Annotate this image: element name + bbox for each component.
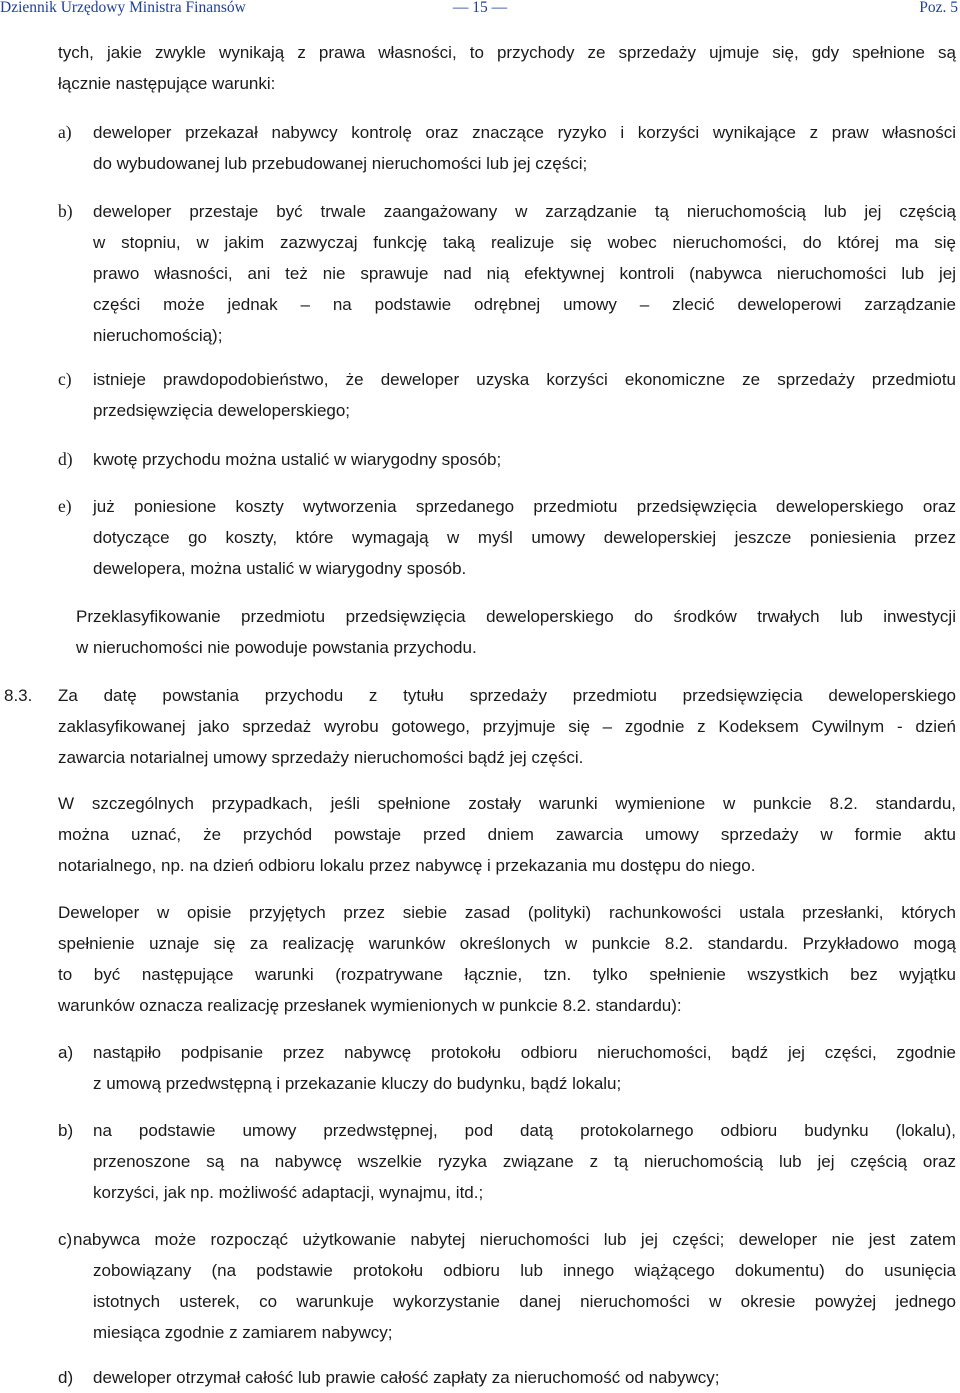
reclassification-paragraph — [76, 601, 956, 663]
condition-e — [93, 491, 956, 584]
text-line: nabywca może rozpocząć użytkowanie nabytej nieruchomości lub jej części; deweloper nie jest zatem — [73, 1230, 956, 1249]
list-label: d) — [58, 1368, 74, 1387]
section-number: 8.3. — [4, 686, 33, 705]
condition-d — [93, 444, 956, 475]
text-line: z umową przedwstępną i przekazanie kluczy do budynku, bądź lokalu; — [93, 1074, 622, 1093]
intro-paragraph — [58, 37, 956, 99]
text-line: deweloper przekazał nabywcy kontrolę oraz znaczące ryzyko i korzyści wynikające z praw własności — [93, 123, 956, 142]
page-header — [0, 0, 960, 16]
text-line: Za datę powstania przychodu z tytułu sprzedaży przedmiotu przedsięwzięcia deweloperskiego — [58, 686, 956, 705]
text-line: korzyści, jak np. możliwość adaptacji, wynajmu, itd.; — [93, 1183, 484, 1202]
text-line: prawo własności, ani też nie sprawuje nad nią efektywnej kontroli (nabywca nieruchomości lub jej — [93, 264, 956, 283]
example-a — [93, 1037, 956, 1099]
list-label: a) — [58, 122, 72, 142]
text-line: Przeklasyfikowanie przedmiotu przedsięwzięcia deweloperskiego do środków trwałych lub inwestycji — [76, 607, 956, 626]
text-line: przedsięwzięcia deweloperskiego; — [93, 401, 351, 420]
text-line: kwotę przychodu można ustalić w wiarygodny sposób; — [93, 450, 502, 469]
text-line: Deweloper w opisie przyjętych przez siebie zasad (polityki) rachunkowości ustala przesłanki, których — [58, 903, 956, 922]
list-label: d) — [58, 449, 73, 469]
example-b — [93, 1115, 956, 1208]
text-line: zaklasyfikowanej jako sprzedaż wyrobu gotowego, przyjmuje się – zgodnie z Kodeksem Cywilnym - dzień — [58, 717, 956, 736]
text-line: deweloper przestaje być trwale zaangażowany w zarządzanie tą nieruchomością lub jej częścią — [93, 202, 956, 221]
section-paragraph-3 — [58, 897, 956, 1021]
text-line: już poniesione koszty wytworzenia sprzedanego przedmiotu przedsięwzięcia deweloperskiego oraz — [93, 497, 956, 516]
text-line: spełnienie uznaje się za realizację warunków określonych w punkcie 8.2. standardu. Przykładowo mogą — [58, 934, 956, 953]
page-number: — 15 — — [452, 0, 508, 16]
text-line: notarialnego, np. na dzień odbioru lokalu przez nabywcę i przekazania mu dostępu do niego. — [58, 856, 756, 875]
section-paragraph-2 — [58, 788, 956, 881]
text-line: nastąpiło podpisanie przez nabywcę protokołu odbioru nieruchomości, bądź jej części, zgodnie — [93, 1043, 956, 1062]
text-line: na podstawie umowy przedwstępnej, pod datą protokolarnego odbioru budynku (lokalu), — [93, 1121, 956, 1140]
example-c — [73, 1224, 956, 1348]
text-line: W szczególnych przypadkach, jeśli spełnione zostały warunki wymienione w punkcie 8.2. standardu, — [58, 794, 956, 813]
text-line: zobowiązany (na podstawie protokołu odbioru lub innego wiążącego dokumentu) do usunięcia — [93, 1261, 956, 1280]
text-line: przenoszone są na nabywcę wszelkie ryzyka związane z tą nieruchomością lub jej częścią oraz — [93, 1152, 956, 1171]
list-label: a) — [58, 1043, 74, 1062]
text-line: można uznać, że przychód powstaje przed dniem zawarcia umowy sprzedaży w formie aktu — [58, 825, 956, 844]
list-label: e) — [58, 496, 72, 516]
journal-title: Dziennik Urzędowy Ministra Finansów — [0, 0, 246, 16]
text-line: istnieje prawdopodobieństwo, że deweloper uzyska korzyści ekonomiczne ze sprzedaży przedmiotu — [93, 370, 956, 389]
text-line: łącznie następujące warunki: — [58, 74, 276, 93]
condition-b — [93, 196, 956, 351]
text-line: dewelopera, można ustalić w wiarygodny sposób. — [93, 559, 467, 578]
text-line: do wybudowanej lub przebudowanej nieruchomości lub jej części; — [93, 154, 588, 173]
text-line: dotyczące go koszty, które wymagają w myśl umowy deweloperskiej jeszcze poniesienia przez — [93, 528, 956, 547]
text-line: miesiąca zgodnie z zamiarem nabywcy; — [93, 1323, 393, 1342]
text-line: istotnych usterek, co warunkuje wykorzystanie danej nieruchomości w okresie powyżej jednego — [93, 1292, 956, 1311]
text-line: tych, jakie zwykle wynikają z prawa własności, to przychody ze sprzedaży ujmuje się, gdy spełnione są — [58, 43, 956, 62]
condition-a — [93, 117, 956, 179]
example-d — [93, 1362, 956, 1393]
text-line: części może jednak – na podstawie odrębnej umowy – zlecić deweloperowi zarządzanie — [93, 295, 956, 314]
text-line: deweloper otrzymał całość lub prawie całość zapłaty za nieruchomość od nabywcy; — [93, 1368, 720, 1387]
text-line: zawarcia notarialnej umowy sprzedaży nieruchomości bądź jej części. — [58, 748, 584, 767]
text-line: warunków oznacza realizację przesłanek wymienionych w punkcie 8.2. standardu): — [58, 996, 682, 1015]
text-line: w stopniu, w jakim zazwyczaj funkcję taką realizuje się wobec nieruchomości, do której ma się — [93, 233, 956, 252]
list-label: b) — [58, 1121, 74, 1140]
section-paragraph-1 — [58, 680, 956, 773]
list-label: c) — [58, 369, 72, 389]
text-line: nieruchomością); — [93, 326, 223, 345]
list-label: b) — [58, 201, 73, 221]
condition-c — [93, 364, 956, 426]
text-line: to być następujące warunki (rozpatrywane łącznie, tzn. tylko spełnienie wszystkich bez wyjątku — [58, 965, 956, 984]
list-label: c) — [58, 1230, 73, 1249]
text-line: w nieruchomości nie powoduje powstania przychodu. — [76, 638, 477, 657]
position-number: Poz. 5 — [919, 0, 958, 16]
